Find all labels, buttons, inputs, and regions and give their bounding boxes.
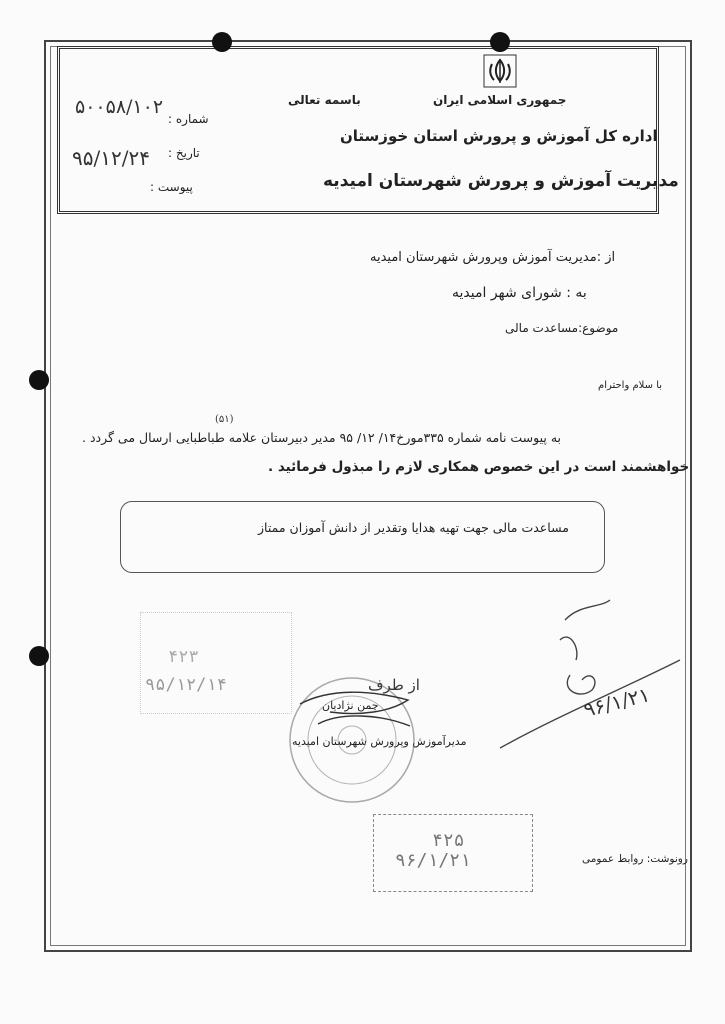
registry-stamp-date: ۹۶/۱/۲۱ [395,850,471,871]
handwritten-date: ۹۶/۱/۲۱ [581,682,653,722]
subject-line: موضوع:مساعدت مالی [505,321,619,335]
management-title: مدیریت آموزش و پرورش شهرستان امیدیه [323,171,679,191]
incoming-stamp-number: ۴۲۳ [168,647,199,667]
cc-line: رونوشت: روابط عمومی [582,853,688,865]
attachment-label: پیوست : [150,180,193,194]
on-behalf-handwritten: از طرف [368,676,420,694]
signer-title: مدیرآموزش وپرورش شهرستان امیدیه [292,735,467,748]
registry-stamp-number: ۴۲۵ [432,830,465,851]
to-line: به : شورای شهر امیدیه [452,285,587,301]
date-label: تاریخ : [168,146,200,160]
signer-name: چمن نژادیان [322,699,379,712]
note-box-text: مساعدت مالی جهت تهیه هدایا وتقدیر از دانش آموزان ممتاز [258,520,569,535]
date-value: ۹۵/۱۲/۲۴ [72,146,150,170]
signature-strokes [300,692,410,726]
number-label: شماره : [168,112,209,126]
body-line-2: خواهشمند است در این خصوص همکاری لازم را مبذول فرمائید . [268,459,690,475]
body-note: (۵۱) [215,414,234,425]
margin-note-strokes [500,600,680,748]
bismillah: باسمه تعالی [288,93,361,107]
number-value: ۵۰۰۵۸/۱۰۲ [75,96,164,118]
from-line: از :مدیریت آموزش وپرورش شهرستان امیدیه [370,250,616,265]
republic-title: جمهوری اسلامی ایران [433,93,567,107]
directorate-general: اداره کل آموزش و پرورش استان خوزستان [340,127,658,145]
greeting: با سلام واحترام [598,380,663,391]
incoming-stamp-date: ۹۵/۱۲/۱۴ [145,675,227,695]
body-line-1: به پیوست نامه شماره ۳۳۵مورخ۱۴/ ۱۲/ ۹۵ مدیر دبیرستان علامه طباطبایی ارسال می گردد . [82,430,562,445]
